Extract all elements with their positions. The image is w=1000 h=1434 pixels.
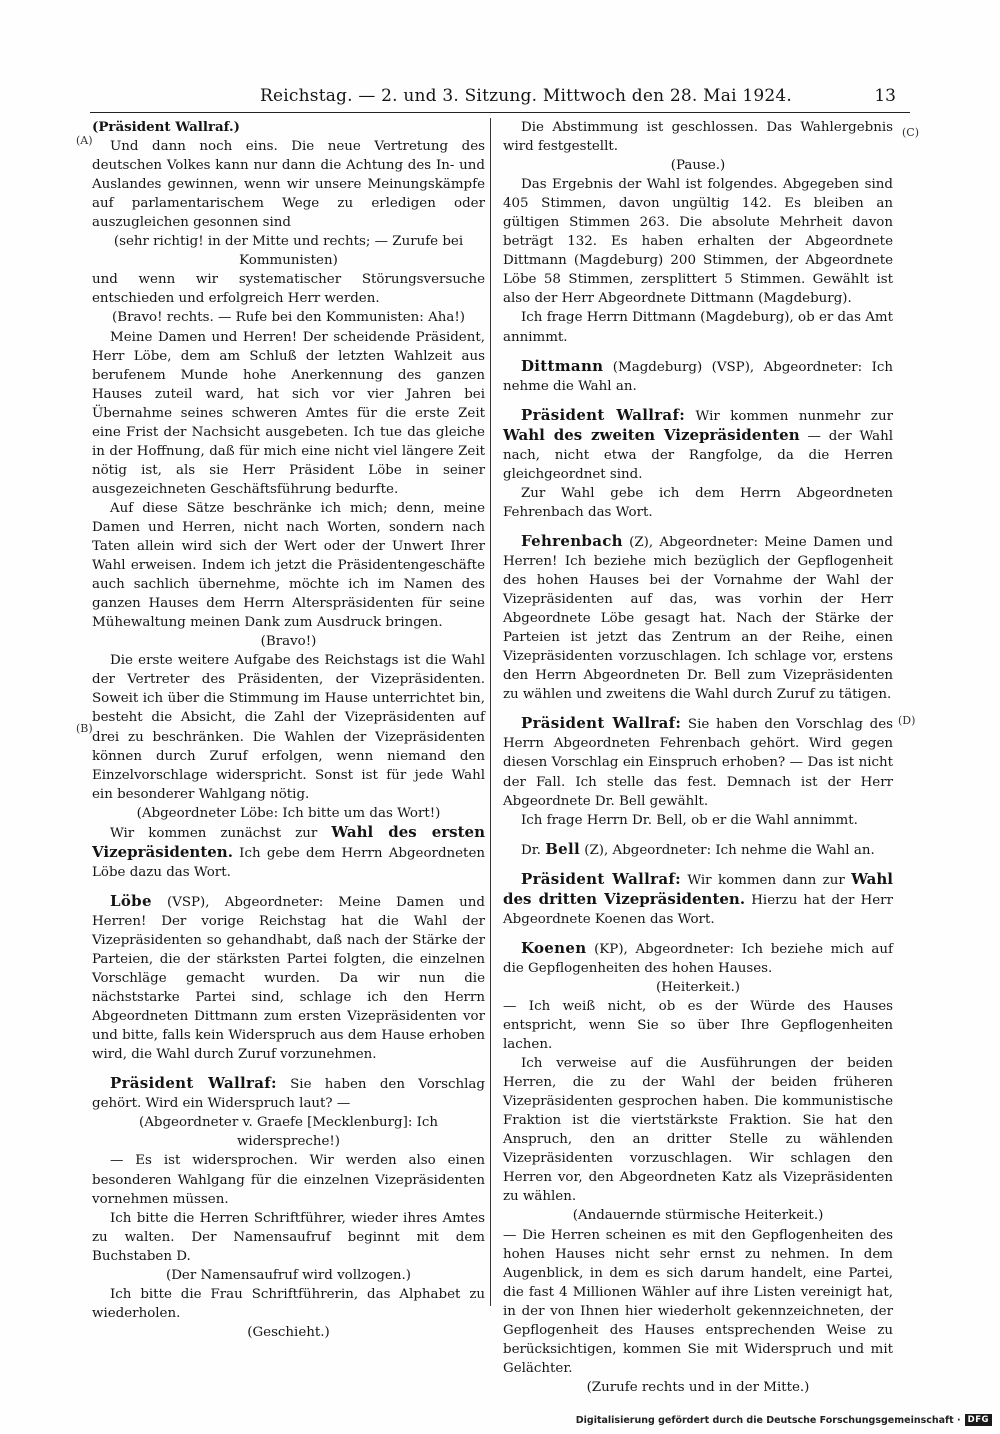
- margin-mark-b: (B): [76, 722, 93, 735]
- paragraph: Ich verweise auf die Ausführungen der beiden Herren, die zu der Wahl der beiden früheren Vizepräsidenten gesprochen haben. Die kommunistische Fraktion ist die viertstärkste Fraktion. Sie hat den Anspruch, den an dritter Stelle zu wählenden Vizepräsidenten vorzuschlagen. Wir schlagen den Herren vor, den Abgeordneten Katz als Vizepräsidenten zu wählen.: [503, 1056, 893, 1205]
- paragraph: — Ich weiß nicht, ob es der Würde des Hauses entspricht, wenn Sie so über Ihre Gepflogenheiten lachen.: [503, 998, 893, 1053]
- margin-mark-d: (D): [898, 714, 916, 727]
- agenda-item: Wahl des dritten Vizepräsidenten.: [503, 869, 894, 908]
- paragraph: Ich frage Herrn Dr. Bell, ob er die Wahl annimmt.: [521, 812, 858, 828]
- footer-text: Digitalisierung gefördert durch die Deutsche Forschungsgemeinschaft ·: [575, 1414, 961, 1426]
- paragraph: Auf diese Sätze beschränke ich mich; denn, meine Damen und Herren, nicht nach Worten, sondern nach Taten allein wird sich der Wert oder der Unwert Ihrer Wahl erweisen. Indem ich jetzt die Präsidentengeschäfte auch sachlich übernehme, möchte ich im Namen des ganzen Hauses dem Herrn Alterspräsidenten für seine Mühewaltung meinen Dank zum Ausdruck bringen.: [92, 500, 485, 631]
- interjection: (Andauernde stürmische Heiterkeit.): [572, 1208, 824, 1224]
- paragraph: Und dann noch eins. Die neue Vertretung des deutschen Volkes kann nur dann die Achtung des In- und Auslandes gewinnen, wenn wir unsere Meinungskämpfe auf parlamentarischem Wege zu erledigen oder auszugleichen gesonnen sind: [92, 139, 485, 231]
- paragraph: und wenn wir systematischer Störungsversuche entschieden und erfolgreich Herr werden.: [92, 272, 485, 307]
- speaker-continuation: (Präsident Wallraf.): [92, 119, 240, 135]
- interjection: (sehr richtig! in der Mitte und rechts; — Zurufe bei Kommunisten): [113, 234, 464, 269]
- speech-praesident: Präsident Wallraf: Wir kommen dann zur Wahl des dritten Vizepräsidenten. Hierzu hat der Herr Abgeordnete Koenen das Wort.: [503, 869, 894, 927]
- paragraph: Ich frage Herrn Dittmann (Magdeburg), ob er das Amt annimmt.: [503, 310, 893, 345]
- column-divider: [490, 118, 491, 1306]
- speaker-name: Präsident Wallraf:: [521, 869, 681, 888]
- paragraph: Zur Wahl gebe ich dem Herrn Abgeordneten Fehrenbach das Wort.: [503, 485, 893, 520]
- paragraph: Wir kommen zunächst zur Wahl des ersten Vizepräsidenten. Ich gebe dem Herrn Abgeordneten Löbe dazu das Wort.: [92, 822, 485, 880]
- paragraph: Die Abstimmung ist geschlossen. Das Wahlergebnis wird festgestellt.: [503, 120, 893, 155]
- speaker-name: Koenen: [521, 938, 587, 957]
- speaker-name: Löbe: [110, 891, 152, 910]
- paragraph: Das Ergebnis der Wahl ist folgendes. Abgegeben sind 405 Stimmen, davon ungültig 142. Es bleiben an gültigen Stimmen 263. Die absolute Mehrheit davon beträgt 132. Es haben erhalten der Abgeordnete Dittmann (Magdeburg) 200 Stimmen, der Abgeordnete Löbe 58 Stimmen, zersplittert 5 Stimmen. Gewählt ist also der Herr Abgeordnete Dittmann (Magdeburg).: [503, 177, 893, 307]
- speech-koenen: Koenen (KP), Abgeordneter: Ich beziehe mich auf die Gepflogenheiten des hohen Hauses.: [503, 938, 893, 976]
- speech-praesident: Präsident Wallraf: Wir kommen nunmehr zur Wahl des zweiten Vizepräsidenten — der Wahl nach, nicht etwa der Rangfolge, da die Herren gleichgeordnet sind.: [503, 405, 893, 482]
- agenda-item: Wahl des ersten Vizepräsidenten.: [92, 822, 485, 861]
- paragraph: — Die Herren scheinen es mit den Gepflogenheiten des hohen Hauses nicht sehr ernst zu nehmen. In dem Augenblick, in dem es sich darum handelt, eine Partei, die fast 4 Millionen Wähler auf ihre Listen vereinigt hat, in der von Ihnen hier wiederholt gekennzeichneten, der Gepflogenheit des Hauses entsprechenden Weise zu berücksichtigen, kommen Sie mit Widerspruch und mit Gelächter.: [503, 1227, 893, 1376]
- interjection: (Der Namensaufruf wird vollzogen.): [165, 1267, 412, 1283]
- speaker-name: Präsident Wallraf:: [521, 405, 686, 424]
- speech-fehrenbach: Fehrenbach (Z), Abgeordneter: Meine Damen und Herren! Ich beziehe mich bezüglich der Gepflogenheit des hohen Hauses bei der Vornahme der Wahl der Vizepräsidenten auf das, was vorhin der Herr Abgeordnete Löbe gesagt hat. Nach der Stärke der Parteien ist jetzt das Zentrum an der Reihe, einen Vizepräsidenten vorzuschlagen. Ich schlage vor, erstens den Herrn Abgeordneten Dr. Bell zum Vizepräsidenten zu wählen und zweitens die Wahl durch Zuruf zu tätigen.: [503, 531, 893, 703]
- left-column: [92, 118, 485, 1342]
- running-title: Reichstag. — 2. und 3. Sitzung. Mittwoch den 28. Mai 1924.: [260, 86, 792, 106]
- speaker-name: Fehrenbach: [521, 531, 623, 550]
- page-header: [90, 86, 910, 113]
- margin-mark-c: (C): [902, 126, 919, 139]
- speaker-name: Präsident Wallraf:: [521, 714, 682, 733]
- page-number: 13: [874, 86, 896, 106]
- funding-footer: [576, 1414, 992, 1426]
- interjection: (Heiterkeit.): [656, 979, 740, 995]
- interjection: (Zurufe rechts und in der Mitte.): [586, 1379, 810, 1395]
- paragraph: — Es ist widersprochen. Wir werden also einen besonderen Wahlgang für die einzelnen Vizepräsidenten vornehmen müssen.: [92, 1153, 485, 1207]
- paragraph: Meine Damen und Herren! Der scheidende Präsident, Herr Löbe, dem am Schluß der letzten Wahlzeit aus berufenem Munde hohe Anerkennung des ganzen Hauses zuteil ward, hat sich vor vier Jahren bei Übernahme seines schweren Amtes für die erste Zeit eine Frist der Nachsicht ausgebeten. Ich tue das gleiche in der Hoffnung, daß für mich eine nicht viel längere Zeit nötig ist, als sie Herr Präsident Löbe in seiner ausgezeichneten Geschäftsführung bedurfte.: [92, 329, 485, 497]
- speaker-name: Bell: [545, 839, 581, 858]
- paragraph: Ich bitte die Herren Schriftführer, wieder ihres Amtes zu walten. Der Namensaufruf beginnt mit dem Buchstaben D.: [92, 1210, 485, 1264]
- interjection: (Abgeordneter Löbe: Ich bitte um das Wort!): [136, 805, 441, 821]
- paragraph: Die erste weitere Aufgabe des Reichstags ist die Wahl der Vertreter des Präsidenten, der Vizepräsidenten. Soweit ich über die Stimmung im Hause unterrichtet bin, besteht die Absicht, die Zahl der Vizepräsidenten auf drei zu beschränken. Die Wahlen der Vizepräsidenten können durch Zuruf erfolgen, wenn niemand den Einzelvorschlage widerspricht. Sonst ist für jede Wahl ein besonderer Wahlgang nötig.: [92, 653, 485, 802]
- speech-praesident: Präsident Wallraf: Sie haben den Vorschlag des Herrn Abgeordneten Fehrenbach gehört. Wird gegen diesen Vorschlag ein Einspruch erhoben? — Das ist nicht der Fall. Ich stelle das fest. Demnach ist der Herr Abgeordnete Dr. Bell gewählt.: [503, 714, 893, 809]
- agenda-item: Wahl des zweiten Vizepräsidenten: [503, 425, 800, 444]
- interjection: (Pause.): [670, 158, 726, 174]
- speech-dittmann: Dittmann (Magdeburg) (VSP), Abgeordneter: Ich nehme die Wahl an.: [503, 356, 893, 394]
- margin-mark-a: (A): [76, 134, 93, 147]
- speech-bell: Dr. Bell (Z), Abgeordneter: Ich nehme die Wahl an.: [521, 839, 875, 858]
- paragraph: Ich bitte die Frau Schriftführerin, das Alphabet zu wiederholen.: [92, 1286, 485, 1321]
- interjection: (Abgeordneter v. Graefe [Mecklenburg]: Ich widerspreche!): [138, 1115, 439, 1150]
- right-column: [503, 118, 893, 1397]
- speech-loebe: Löbe (VSP), Abgeordneter: Meine Damen und Herren! Der vorige Reichstag hat die Wahl der Vizepräsidenten so gehandhabt, daß nach der Stärke der Parteien, die der stärksten Partei folgten, die einzelnen Vorschläge gemacht wurden. Da wir nun die nächststarke Partei sind, schlage ich den Herrn Abgeordneten Dittmann zum ersten Vizepräsidenten vor und bitte, falls kein Widerspruch aus dem Hause erhoben wird, die Wahl durch Zuruf vorzunehmen.: [92, 891, 485, 1063]
- interjection: (Bravo! rechts. — Rufe bei den Kommunisten: Aha!): [112, 310, 465, 326]
- interjection: (Geschieht.): [247, 1324, 330, 1340]
- dfg-logo: DFG: [965, 1414, 992, 1426]
- speaker-name: Dittmann: [521, 356, 604, 375]
- interjection: (Bravo!): [260, 634, 317, 650]
- speech-praesident: Präsident Wallraf: Sie haben den Vorschlag gehört. Wird ein Widerspruch laut? —: [92, 1074, 485, 1112]
- speaker-name: Präsident Wallraf:: [110, 1074, 277, 1093]
